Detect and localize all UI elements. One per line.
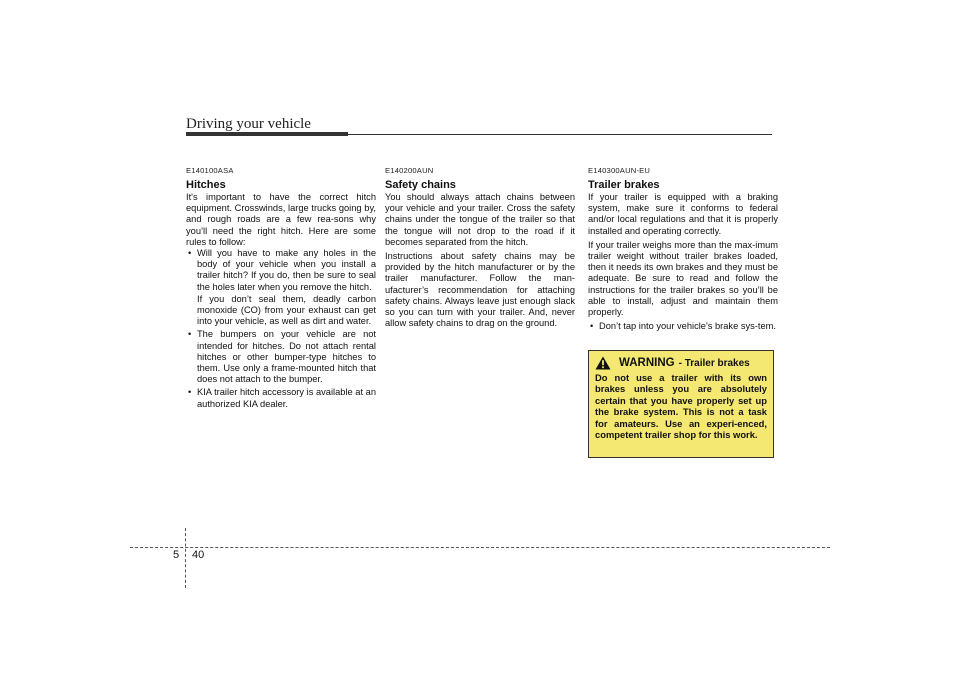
list-item	[588, 321, 778, 332]
section-code: E140100ASA	[186, 166, 234, 175]
bullet-text: The bumpers on your vehicle are not intended for hitches. Do not attach rental hitches or other bumper-type hitches to them. Use only a frame-mounted hitch that does not attach to the bumper.	[197, 329, 376, 385]
page-header-title: Driving your vehicle	[186, 116, 311, 132]
hitches-intro: It's important to have the correct hitch equipment. Crosswinds, large trucks going by, and rough roads are a few rea-sons why you’ll need the right hitch. Here are some rules to follow:	[186, 192, 376, 247]
section-hitches	[186, 166, 376, 412]
warning-box	[588, 350, 774, 458]
page-number: 40	[192, 549, 205, 561]
hitches-bullet-list	[186, 248, 376, 410]
section-code: E140300AUN-EU	[588, 166, 651, 175]
bullet-text: KIA trailer hitch accessory is available at an authorized KIA dealer.	[197, 387, 376, 409]
footer-divider	[130, 547, 830, 548]
bullet-text: Will you have to make any holes in the body of your vehicle when you install a trailer hitch? If you do, then be sure to seal the holes later when you remove the hitch.	[197, 248, 376, 292]
section-heading: Trailer brakes	[588, 179, 660, 191]
section-safety-chains	[385, 166, 575, 329]
warning-label: WARNING	[619, 357, 675, 369]
section-code: E140200AUN	[385, 166, 434, 175]
trailer-brakes-para-2: If your trailer weighs more than the max-imum trailer weight without trailer brakes loaded, then it needs its own brakes and they must be adequate. Be sure to read and follow the instructions for the trailer brakes so you’ll be able to install, adjust and maintain them properly.	[588, 239, 778, 318]
header-rule-thin	[348, 134, 772, 135]
list-item	[186, 329, 376, 385]
footer-vertical-divider	[185, 528, 186, 588]
safety-chains-para-2: Instructions about safety chains may be provided by the hitch manufacturer or by the trailer manufacturer. Follow the man-ufacturer’s recommendation for attaching safety chains. Always leave just enough slack so you can turn with your trailer. And, never allow safety chains to drag on the ground.	[385, 251, 575, 329]
safety-chains-para-1: You should always attach chains between your vehicle and your trailer. Cross the safety chains under the tongue of the trailer so that the tongue will not drop to the road if it becomes separated from the hitch.	[385, 192, 575, 247]
trailer-brakes-bullet-list	[588, 321, 778, 332]
section-trailer-brakes	[588, 166, 778, 334]
header-rule-thick	[186, 132, 348, 136]
warning-text: Do not use a trailer with its own brakes unless you are absolutely certain that you have properly set up the brake system. This is not a task for amateurs. Use an experi-enced, competent trailer shop for this work.	[595, 372, 767, 441]
list-item	[186, 387, 376, 409]
section-heading: Hitches	[186, 179, 226, 191]
section-heading: Safety chains	[385, 179, 456, 191]
warning-subtitle: - Trailer brakes	[678, 357, 750, 369]
bullet-subtext: If you don’t seal them, deadly carbon monoxide (CO) from your exhaust can get into your vehicle, as well as dirt and water.	[197, 293, 376, 327]
warning-header	[595, 356, 767, 370]
list-item	[186, 248, 376, 327]
warning-triangle-icon	[595, 356, 611, 370]
chapter-number: 5	[173, 549, 180, 561]
bullet-text: Don’t tap into your vehicle's brake sys-tem.	[599, 321, 776, 332]
trailer-brakes-para-1: If your trailer is equipped with a braking system, make sure it conforms to federal and/or local regulations and that it is properly installed and operating correctly.	[588, 192, 778, 236]
